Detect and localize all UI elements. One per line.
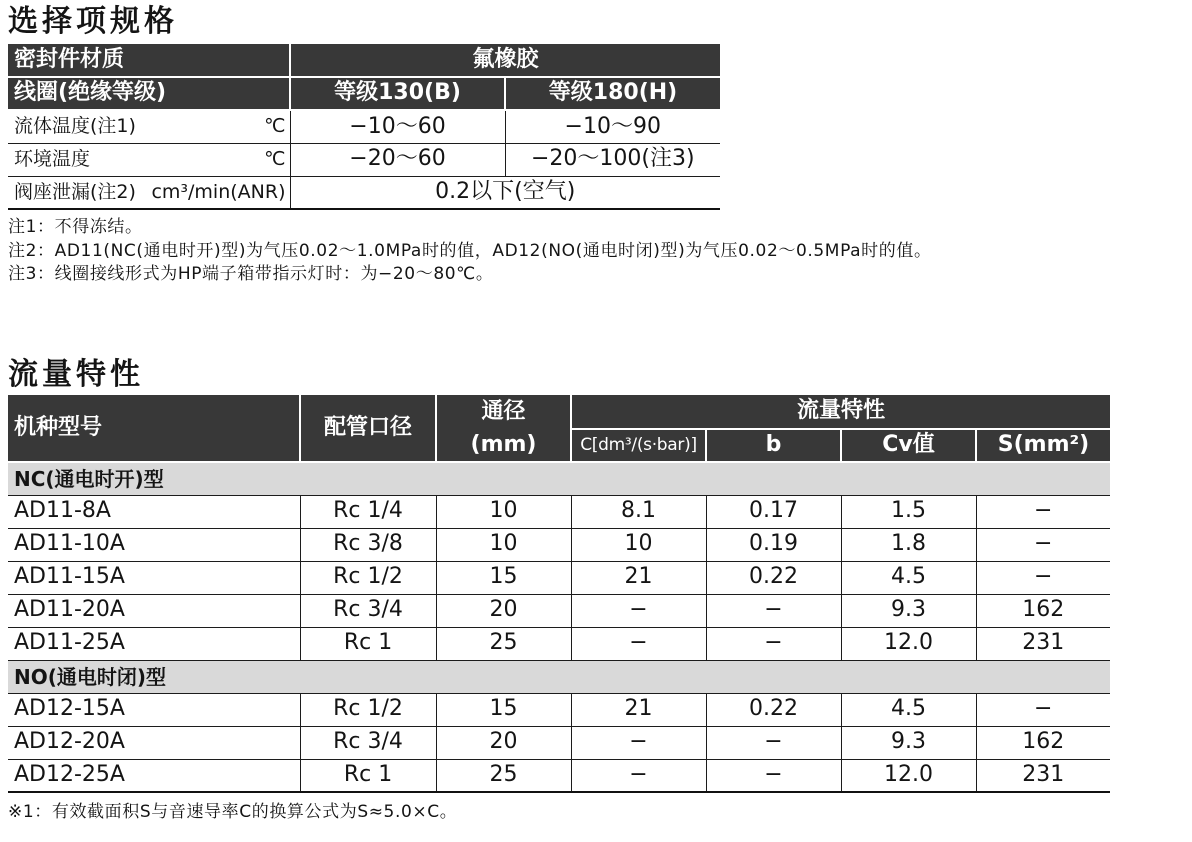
bore-header-label: 通径 [481,399,526,424]
seal-material-label: 密封件材质 [8,44,290,77]
port-cell: Rc 1 [300,627,436,660]
note-1: 注1：不得冻结。 [8,217,143,237]
c-value-cell: − [571,627,706,660]
s-value-cell: 231 [976,627,1110,660]
c-value-cell: − [571,759,706,792]
s-value-cell: 231 [976,759,1110,792]
port-size-header: 配管口径 [300,395,436,462]
ambient-temp-class-h: −20～100(注3) [505,143,720,176]
table-header-row [8,395,1110,429]
label-with-unit [14,116,286,137]
cv-value-cell: 4.5 [841,693,976,726]
cv-value-cell: 12.0 [841,627,976,660]
cv-value-cell: 1.8 [841,528,976,561]
b-value-cell: − [706,594,841,627]
label-with-unit [14,182,286,203]
table-row [8,176,720,209]
flow-characteristics-table [8,395,1110,793]
c-value-cell: 10 [571,528,706,561]
bore-cell: 20 [436,594,571,627]
cv-value-cell: 9.3 [841,594,976,627]
group-label-no: NO(通电时闭)型 [8,660,1110,693]
seat-leakage-label-cell [8,176,290,209]
c-value-header: C[dm³/(s·bar)] [571,429,706,463]
model-header: 机种型号 [8,395,300,462]
cv-value-cell: 1.5 [841,495,976,528]
label-with-unit [14,149,286,170]
port-cell: Rc 1/2 [300,693,436,726]
port-cell: Rc 3/4 [300,726,436,759]
table-row [8,726,1110,759]
port-cell: Rc 1/4 [300,495,436,528]
flow-characteristics-header: 流量特性 [571,395,1110,429]
coil-insulation-label: 线圈(绝缘等级) [8,77,290,110]
b-value-header: b [706,429,841,463]
flow-footnote: ※1：有效截面积S与音速导率C的换算公式为S≈5.0×C。 [8,802,458,822]
c-value-cell: 8.1 [571,495,706,528]
options-title: 选择项规格 [8,4,178,39]
cv-value-cell: 9.3 [841,726,976,759]
row-unit: ℃ [264,115,286,138]
port-cell: Rc 3/8 [300,528,436,561]
coil-class-h-header: 等级180(H) [505,77,720,110]
ambient-temp-label-cell [8,143,290,176]
model-cell: AD11-10A [8,528,300,561]
fluid-temp-label-cell [8,110,290,143]
row-unit: cm³/min(ANR) [151,180,286,203]
s-value-cell: 162 [976,594,1110,627]
table-header-row [8,77,720,110]
bore-cell: 15 [436,561,571,594]
table-row [8,759,1110,792]
model-cell: AD11-20A [8,594,300,627]
table-row [8,528,1110,561]
table-row [8,561,1110,594]
port-cell: Rc 3/4 [300,594,436,627]
b-value-cell: 0.22 [706,561,841,594]
coil-class-b-header: 等级130(B) [290,77,505,110]
fluid-temp-class-h: −10～90 [505,110,720,143]
bore-cell: 20 [436,726,571,759]
options-notes [8,216,932,287]
bore-header [436,395,571,462]
b-value-cell: 0.19 [706,528,841,561]
bore-cell: 10 [436,495,571,528]
model-cell: AD11-25A [8,627,300,660]
model-cell: AD12-20A [8,726,300,759]
group-row [8,462,1110,495]
ambient-temp-class-b: −20～60 [290,143,505,176]
model-cell: AD11-8A [8,495,300,528]
c-value-cell: − [571,726,706,759]
row-label: 流体温度(注1) [14,115,136,138]
note-3: 注3：线圈接线形式为HP端子箱带指示灯时：为−20～80℃。 [8,264,494,284]
table-row [8,627,1110,660]
model-cell: AD12-15A [8,693,300,726]
c-value-cell: 21 [571,693,706,726]
cv-value-cell: 4.5 [841,561,976,594]
seat-leakage-value: 0.2以下(空气) [290,176,720,209]
model-cell: AD12-25A [8,759,300,792]
bore-cell: 10 [436,528,571,561]
port-cell: Rc 1/2 [300,561,436,594]
seal-material-value: 氟橡胶 [290,44,720,77]
model-cell: AD11-15A [8,561,300,594]
flow-title: 流量特性 [8,357,144,392]
s-value-cell: − [976,561,1110,594]
table-row [8,143,720,176]
c-value-cell: − [571,594,706,627]
group-row [8,660,1110,693]
bore-header-unit: (mm) [470,432,537,457]
row-unit: ℃ [264,148,286,171]
c-value-cell: 21 [571,561,706,594]
port-cell: Rc 1 [300,759,436,792]
b-value-cell: 0.17 [706,495,841,528]
s-value-cell: − [976,528,1110,561]
fluid-temp-class-b: −10～60 [290,110,505,143]
table-row [8,495,1110,528]
table-row [8,110,720,143]
bore-cell: 25 [436,627,571,660]
options-spec-table [8,44,720,210]
bore-cell: 25 [436,759,571,792]
table-row [8,693,1110,726]
cv-value-header: Cv值 [841,429,976,463]
b-value-cell: 0.22 [706,693,841,726]
s-value-cell: − [976,693,1110,726]
note-2: 注2：AD11(NC(通电时开)型)为气压0.02～1.0MPa时的值，AD12(NO(通电时闭)型)为气压0.02～0.5MPa时的值。 [8,240,932,261]
table-header-row [8,44,720,77]
b-value-cell: − [706,759,841,792]
group-label-nc: NC(通电时开)型 [8,462,1110,495]
bore-cell: 15 [436,693,571,726]
s-value-cell: − [976,495,1110,528]
row-label: 环境温度 [14,148,91,171]
row-label: 阀座泄漏(注2) [14,180,136,203]
s-value-cell: 162 [976,726,1110,759]
table-row [8,594,1110,627]
cv-value-cell: 12.0 [841,759,976,792]
b-value-cell: − [706,627,841,660]
b-value-cell: − [706,726,841,759]
s-value-header: S(mm²) [976,429,1110,463]
